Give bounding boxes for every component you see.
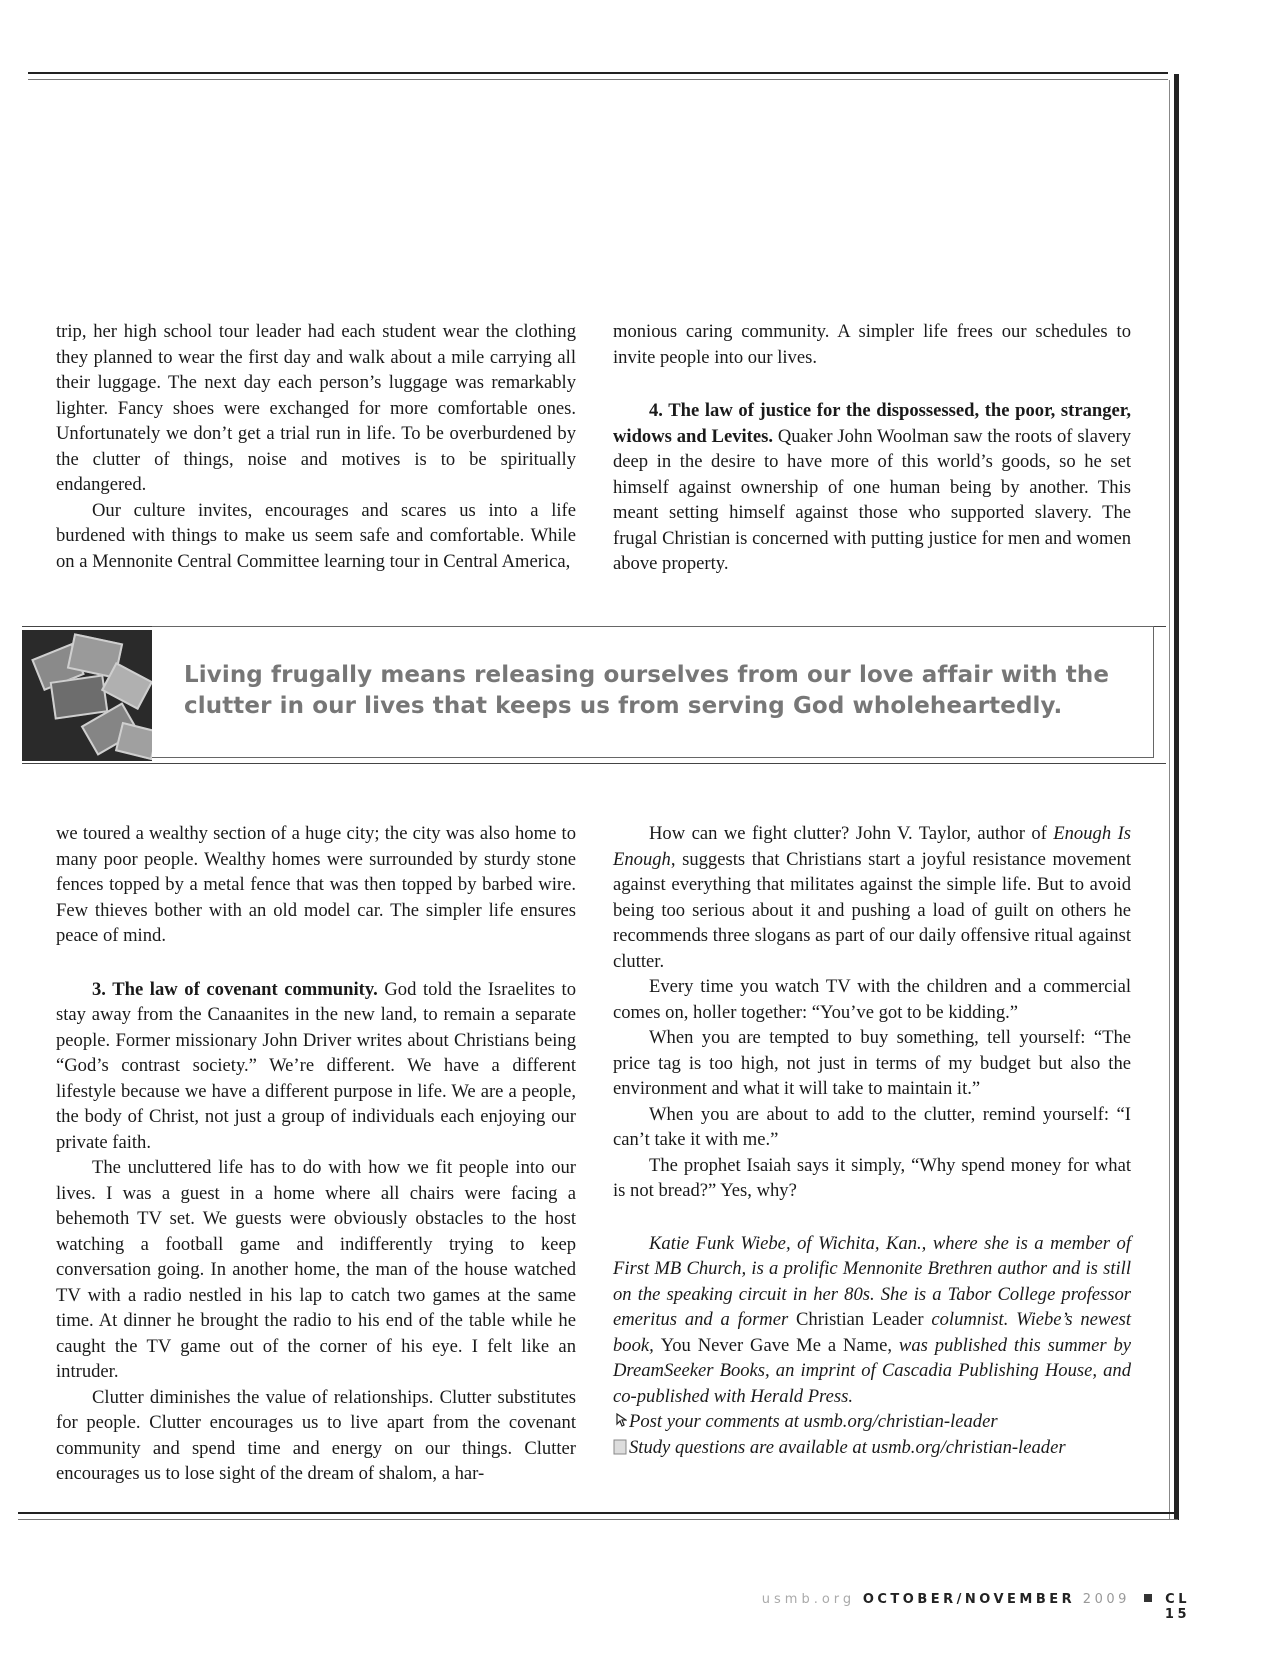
column-top-right [613,319,1131,577]
paragraph: The uncluttered life has to do with how we fit people into our lives. I was a guest in a home where all chairs were facing a behemoth TV set. We guests were obviously obstacles to the host watching a football game and indifferently trying to keep conversation going. In another home, the man of the house watched TV with a radio nestled in his lap to catch two games at the same time. At dinner he brought the radio to his end of the table while he caught the TV game out of the corner of his eye. I felt like an intruder. [56,1157,576,1382]
column-top-left [56,319,576,574]
law-4-heading: 4. The law of justice for the dispossessed, the poor, stranger, widows and Levites. [613,400,1131,447]
paragraph: Every time you watch TV with the children and a commercial comes on, holler together: “You’ve got to be kidding.” [613,976,1131,1023]
document-icon [613,1437,627,1453]
folio-magazine: CL [1165,1592,1190,1607]
right-rule-thin [1169,80,1170,1520]
bottom-rule [18,1512,1178,1514]
comments-note: Post your comments at usmb.org/christian-leader [613,1409,1131,1435]
paragraph: The prophet Isaiah says it simply, “Why spend money for what is not bread?” Yes, why? [613,1154,1131,1201]
paragraph: trip, her high school tour leader had each student wear the clothing they planned to wear the first day and walk about a mile carrying all their luggage. The next day each person’s luggage was remarkably lighter. Fancy shoes were exchanged for more comfortable ones. Unfortunately we don’t get a trial run in life. To be overburdened by the clutter of things, noise and motives is to be spiritually endangered. [56,321,576,495]
law-3-heading: 3. The law of covenant community. [92,978,378,1000]
right-rule [1174,74,1179,1520]
bottom-rule-thin [18,1519,1178,1520]
paragraph: Clutter diminishes the value of relationships. Clutter substitutes for people. Clutter encourages us to live apart from the covenant community and spend time and energy on our things. Clutter encourages us to lose sight of the dream of shalom, a har- [56,1386,576,1484]
paragraph: Our culture invites, encourages and scares us into a life burdened with things to make us seem safe and comfortable. While on a Mennonite Central Committee learning tour in Central America, [56,499,576,572]
paragraph: When you are tempted to buy something, tell yourself: “The price tag is too high, not just in terms of my budget but also the environment and what it will take to maintain it.” [613,1027,1131,1099]
paragraph: monious caring community. A simpler life frees our schedules to invite people into our lives. [613,321,1131,368]
column-bottom-right [613,821,1131,1460]
paragraph: we toured a wealthy section of a huge city; the city was also home to many poor people. Wealthy homes were surrounded by sturdy stone fences topped by a metal fence that was then topped by barbed wire. Few thieves bother with an old model car. The simpler life ensures peace of mind. [56,823,576,946]
study-note: Study questions are available at usmb.org/christian-leader [613,1435,1131,1461]
law-3-paragraph [56,977,576,1156]
book-title: Enough Is Enough [613,823,1131,870]
book-title: You Never Gave Me a Name, [660,1334,893,1356]
folio-square-icon [1144,1594,1152,1602]
pointer-icon [613,1411,627,1427]
folio-url: usmb.org [761,1592,856,1607]
paragraph: How can we fight clutter? John V. Taylor, author of Enough Is Enough, suggests that Christians start a joyful resistance movement against everything that militates against the simple life. But to avoid being too serious about it and pushing a load of guilt on others he recommends three slogans as part of our daily offensive ritual against clutter. [613,823,1131,972]
law-4-paragraph [613,398,1131,577]
top-rule-thin [28,79,1168,80]
paragraph: When you are about to add to the clutter, remind yourself: “I can’t take it with me.” [613,1103,1131,1150]
law-4-body: Quaker John Woolman saw the roots of slavery deep in the desire to have more of this world’s goods, so he set himself against ownership of one human being by another. This meant setting himself against those who supported slavery. The frugal Christian is concerned with putting justice for men and women above property. [613,425,1132,574]
pull-quote: Living frugally means releasing ourselves from our love affair with the clutter in our lives that keeps us from serving God wholeheartedly. [184,662,1110,719]
column-bottom-left [56,821,576,1487]
page-folio [760,1592,1190,1622]
magazine-name: Christian Leader [796,1309,924,1330]
top-rule [28,72,1168,74]
law-3-body: God told the Israelites to stay away from the Canaanites in the new land, to remain a separate people. Former missionary John Driver writes about Christians being “God’s contrast society.” We’re different. We have a different lifestyle because we have a different purpose in life. We are a people, the body of Christ, not just a group of individuals each enjoying our private faith. [56,978,576,1153]
folio-year: 2009 [1082,1592,1130,1607]
money-clutter-image [22,630,152,761]
folio-issue: OCTOBER/NOVEMBER [862,1592,1076,1607]
author-bio: Katie Funk Wiebe, of Wichita, Kan., where she is a member of First MB Church, is a prolific Mennonite Brethren author and is still on the speaking circuit in her 80s. She is a Tabor College professor emeritus and a former Christian Leader columnist. Wiebe’s newest book, You Never Gave Me a Name, was published this summer by DreamSeeker Books, an imprint of Cascadia Publishing House, and co-published with Herald Press. [613,1232,1131,1407]
folio-page-number: 15 [1164,1607,1190,1622]
